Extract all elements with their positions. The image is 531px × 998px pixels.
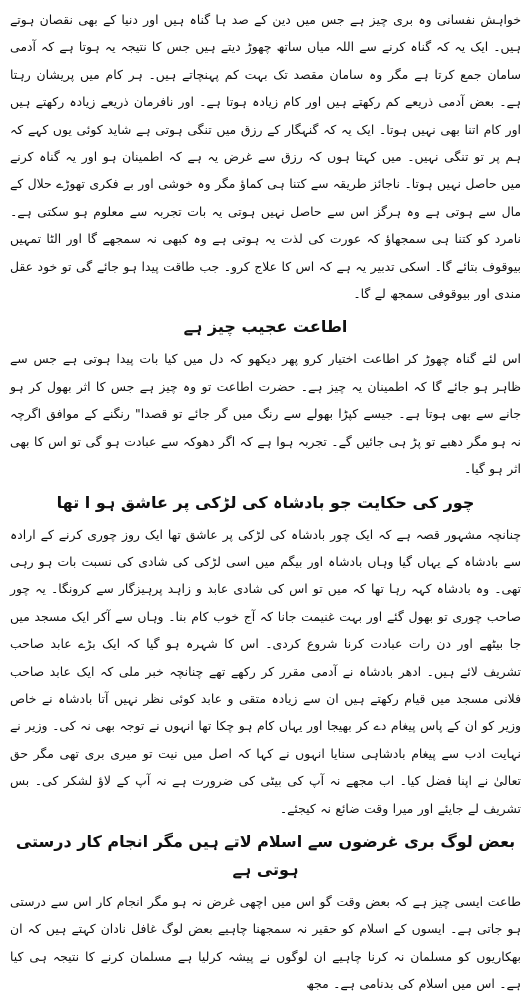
thief-story-paragraph: چنانچہ مشہور قصہ ہے کہ ایک چور بادشاہ کی لڑکی پر عاشق تھا ایک روز چوری کرنے کے ارادہ سے بادشاہ کے یہاں گیا وہاں بادشاہ اور بیگم میں اسی لڑکی کی شادی کی نسبت بات ہو رہی تھی۔ وہ بادشاہ کہہ رہا تھا کہ میں تو اس کی شادی عابد و زاہد پرہیزگار سے کرونگا۔ یہ چور صاحب چوری تو بھول گئے اور بہت غنیمت جانا کہ آج خوب کام بنا۔ وہاں سے آکر ایک مسجد میں جا بیٹھے اور دن رات عبادت کرنا شروع کردی۔ اس کا شہرہ ہو گیا کہ ایک بڑے عابد صاحب تشریف لائے ہیں۔ ادھر بادشاہ نے آدمی مقرر کر رکھے تھے چنانچہ خبر ملی کہ ایک عابد صاحب فلانی مسجد میں قیام رکھتے ہیں ان سے زیادہ متقی و عابد کوئی نظر نہیں آتا بادشاہ نے خاص وزیر کو ان کے پاس پیغام دے کر بھیجا اور یہاں کام ہو چکا تھا انہوں نے توجہ بھی نہ کی۔ وزیر نے نہایت ادب سے پیغام بادشاہی سنایا انہوں نے کہا کہ اصل میں نیت تو میری بری تھی مگر حق تعالیٰ نے اپنا فضل کیا۔ اب مجھے نہ آپ کی بیٹی کی ضرورت ہے نہ آپ کے لاؤ لشکر کی۔ بس تشریف لے جایئے اور میرا وقت ضائع نہ کیجئے۔	[10, 526, 521, 816]
heading-obedience: اطاعت عجیب چیز ہے	[183, 317, 348, 337]
intro-paragraph: خواہش نفسانی وہ بری چیز ہے جس میں دین کے صد ہا گناہ ہیں اور دنیا کے بھی نقصان ہوتے ہیں۔ ایک یہ کہ گناہ کرنے سے اللہ میاں ساتھ چھوڑ دیتے ہیں جس کا نتیجہ یہ ہوتا ہے کہ آدمی سامان جمع کرتا ہے مگر وہ سامان مقصد تک بہت کم پہنچاتے ہیں۔ ہر کام میں پریشان رہتا ہے۔ بعض آدمی ذریعے کم رکھتے ہیں اور کام زیادہ ہوتا ہے۔ اور نافرمان ذریعے زیادہ رکھتے ہیں اور کام اتنا بھی نہیں ہوتا۔ ایک یہ کہ گنہگار کے رزق میں تنگی ہوتی ہے شاید کوئی یوں کہے کہ ہم پر تو تنگی نہیں۔ میں کہتا ہوں کہ رزق سے غرض یہ ہے کہ اطمینان ہو اور یہ گناہ کرنے میں حاصل نہیں ہوتا۔ ناجائز طریقہ سے کتنا ہی کماؤ مگر وہ خوشی اور بے فکری تھوڑے حلال کے مال سے ہوتی ہے وہ ہرگز اس سے حاصل نہیں ہوتی یہ بات تجربہ سے معلوم ہو سکتی ہے۔ نامرد کو کتنا ہی سمجھاؤ کہ عورت کی لذت یہ ہوتی ہے وہ کبھی نہ سمجھے گا اور الٹا تمہیں بیوقوف بتائے گا۔ اسکی تدبیر یہ ہے کہ اس کا علاج کرو۔ جب طاقت پیدا ہو جائے گی تو خود عقل مندی اور بیوقوفی سمجھ لے گا۔	[10, 12, 521, 302]
heading-islam: بعض لوگ بری غرضوں سے اسلام لاتے ہیں مگر انجام کار درستی ہوتی ہے	[15, 831, 516, 879]
obedience-paragraph: اس لئے گناہ چھوڑ کر اطاعت اختیار کرو پھر دیکھو کہ دل میں کیا بات پیدا ہوتی ہے جس سے ظاہر ہو جائے گا کہ اطمینان یہ چیز ہے۔ حضرت اطاعت تو وہ چیز ہے جس کا اثر بھول کر ہو جانے سے بھی ہوتا ہے۔ جیسے کپڑا بھولے سے رنگ میں گر جائے تو قصدا" رنگنے کے موافق اگرچہ نہ ہو مگر دھبے تو پڑ ہی جائیں گے۔ تجربہ ہوا ہے کہ اگر دھوکہ سے عبادت ہو گی تو اس کا بھی اثر ہو گیا۔	[10, 351, 521, 477]
islam-paragraph: طاعت ایسی چیز ہے کہ بعض وقت گو اس میں اچھی غرض نہ ہو مگر انجام کار اس سے درستی ہو جاتی ہے۔ ایسوں کے اسلام کو حقیر نہ سمجھنا چاہیے بعض لوگ غافل نادان کہتے ہیں کہ ان بھکاریوں کو مسلمان نہ کرنا چاہیے ان لوگوں نے پیشہ کرلیا ہے مسلمان کرنے کا نتیجہ ہی کیا ہے۔ اس میں اسلام کی بدنامی ہے۔ مجھ	[10, 893, 521, 992]
heading-thief-story: چور کی حکایت جو بادشاہ کی لڑکی پر عاشق ہو ا تھا	[56, 492, 475, 512]
